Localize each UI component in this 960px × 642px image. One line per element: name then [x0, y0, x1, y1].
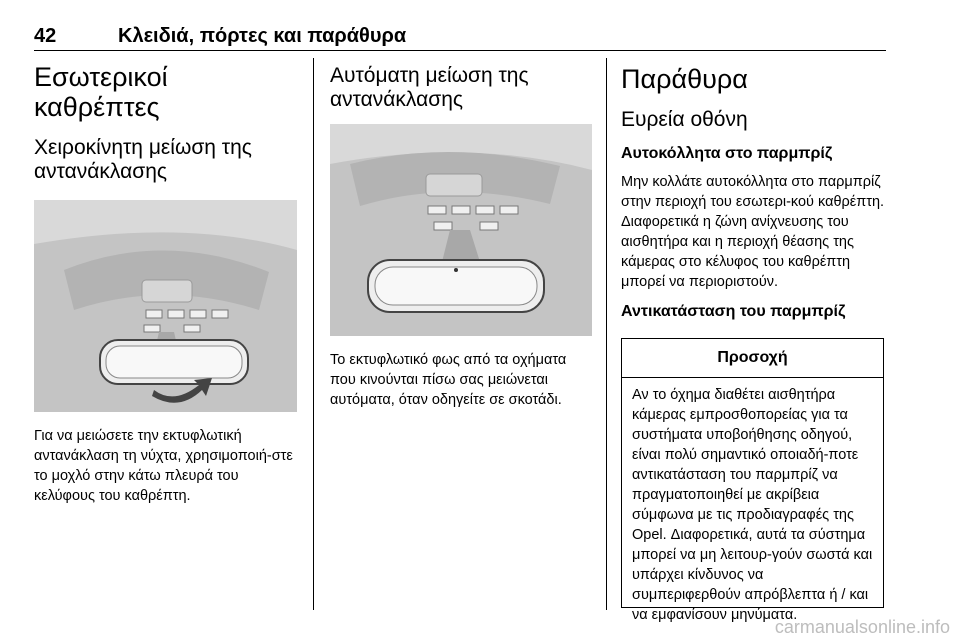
- caution-title: Προσοχή: [622, 339, 883, 378]
- column-auto-dimming: [330, 58, 592, 410]
- stickers-text: Μην κολλάτε αυτοκόλλητα στο παρμπρίζ στην περιοχή του εσωτερι-κού καθρέπτη. Διαφορετικά η ζώνη ανίχνευσης του αισθητήρα και η περιοχή θέασης της κάμερας στο κέλυφος του καθρέπτη μπορεί να περιοριστούν.: [621, 174, 885, 290]
- auto-dimming-mirror-illustration: [330, 124, 592, 336]
- section-title: Παράθυρα: [621, 64, 748, 94]
- column-manual-dimming: [34, 58, 300, 506]
- section-title: Εσωτερικοί καθρέπτες: [34, 62, 168, 122]
- page-header: [34, 22, 886, 51]
- caution-text: Αν το όχημα διαθέτει αισθητήρα κάμερας εμπροσθοπορείας για τα συστήματα υποβοήθησης οδηγού, είναι πολύ σημαντικό οποιαδή-ποτε αντικατάσταση του παρμπρίζ να πραγματοποιηθεί με ακρίβεια σύμφωνα με τις προδιαγραφές της Opel. Διαφορετικά, αυτά τα σύστημα μπορεί να μη λειτουρ-γούν σωστά και υπάρχει κίνδυνος να συμπεριφερθούν απρόβλεπτα ή / και να εμφανίσουν μηνύματα.: [632, 387, 873, 623]
- column-windows: [621, 58, 887, 322]
- watermark: carmanualsonline.info: [774, 617, 950, 637]
- manual-dimming-text: Για να μειώσετε την εκτυφλωτική αντανάκλαση τη νύχτα, χρησιμοποιή-στε το μοχλό στην κάτω πλευρά του κελύφους του καθρέπτη.: [34, 428, 293, 504]
- page-number: 42: [34, 25, 57, 47]
- column-divider: [606, 58, 607, 610]
- manual-dimming-mirror-illustration: [34, 200, 297, 412]
- chapter-title: Κλειδιά, πόρτες και παράθυρα: [118, 25, 407, 47]
- heading-stickers: Αυτοκόλλητα στο παρμπρίζ: [621, 145, 833, 162]
- subsection-title: Αυτόματη μείωση της αντανάκλασης: [330, 64, 529, 111]
- heading-windscreen-replacement: Αντικατάσταση του παρμπρίζ: [621, 303, 846, 320]
- subsection-title: Χειροκίνητη μείωση της αντανάκλασης: [34, 136, 252, 183]
- subsection-title: Ευρεία οθόνη: [621, 108, 748, 131]
- caution-box: [621, 338, 884, 623]
- auto-dimming-text: Το εκτυφλωτικό φως από τα οχήματα που κινούνται πίσω σας μειώνεται αυτόματα, όταν οδηγείτε σε σκοτάδι.: [330, 352, 567, 408]
- column-divider: [313, 58, 314, 610]
